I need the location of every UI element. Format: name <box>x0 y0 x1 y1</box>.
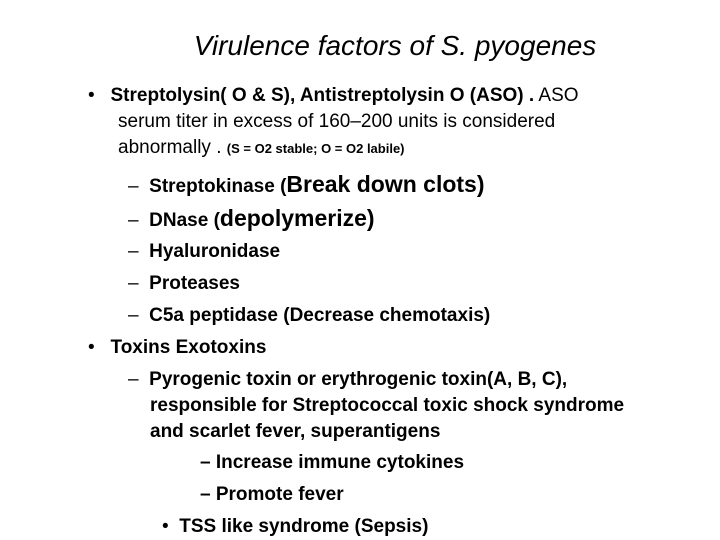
bullet-dash: – <box>128 241 139 262</box>
bullet-dash: – <box>128 210 139 231</box>
aso-text: ASO <box>534 85 579 106</box>
bullet-dot: • <box>162 516 169 537</box>
proteases-label: Proteases <box>149 273 240 294</box>
sub-item-pyrogenic <box>128 368 567 392</box>
pyrogenic-line-1: Pyrogenic toxin or erythrogenic toxin(A, B, C), <box>149 369 568 390</box>
hyaluronidase-label: Hyaluronidase <box>149 241 281 262</box>
sub-item-c5a <box>128 304 490 328</box>
streptolysin-label: Streptolysin( O & S), Antistreptolysin O (ASO) . <box>110 85 535 106</box>
streptolysin-line-2: serum titer in excess of 160–200 units is considered <box>118 111 556 132</box>
bullet-item-tss <box>162 515 428 539</box>
pyrogenic-line-3: and scarlet fever, superantigens <box>150 421 441 442</box>
bullet-item-streptolysin <box>88 84 579 108</box>
bullet-dash: – <box>128 305 139 326</box>
bullet-dash: – <box>128 273 139 294</box>
streptokinase-effect: Break down clots) <box>286 171 485 197</box>
c5a-label: C5a peptidase (Decrease chemotaxis) <box>149 305 491 326</box>
tss-label: TSS like syndrome (Sepsis) <box>179 516 429 537</box>
streptokinase-label: Streptokinase ( <box>149 176 287 197</box>
bullet-dash: – <box>128 176 139 197</box>
bullet-dot: • <box>88 337 95 358</box>
bullet-dash: – <box>128 369 139 390</box>
effect-cytokines: – Increase immune cytokines <box>200 452 465 473</box>
pyrogenic-line-2: responsible for Streptococcal toxic shock syndrome <box>150 395 625 416</box>
effect-fever: – Promote fever <box>200 484 344 505</box>
sub-item-dnase <box>128 206 375 233</box>
abnormally-text: abnormally . <box>118 137 227 158</box>
dnase-effect: depolymerize) <box>219 205 375 231</box>
toxins-label: Toxins Exotoxins <box>110 337 267 358</box>
bullet-dot: • <box>88 85 95 106</box>
sub-item-hyaluronidase <box>128 240 280 264</box>
slide-title: Virulence factors of S. pyogenes <box>193 30 597 61</box>
oxygen-note: (S = O2 stable; O = O2 labile) <box>226 141 405 156</box>
sub-item-proteases <box>128 272 240 296</box>
sub-item-streptokinase <box>128 172 485 199</box>
streptolysin-line-3 <box>118 136 405 161</box>
bullet-item-toxins <box>88 336 266 360</box>
dnase-label: DNase ( <box>149 210 220 231</box>
